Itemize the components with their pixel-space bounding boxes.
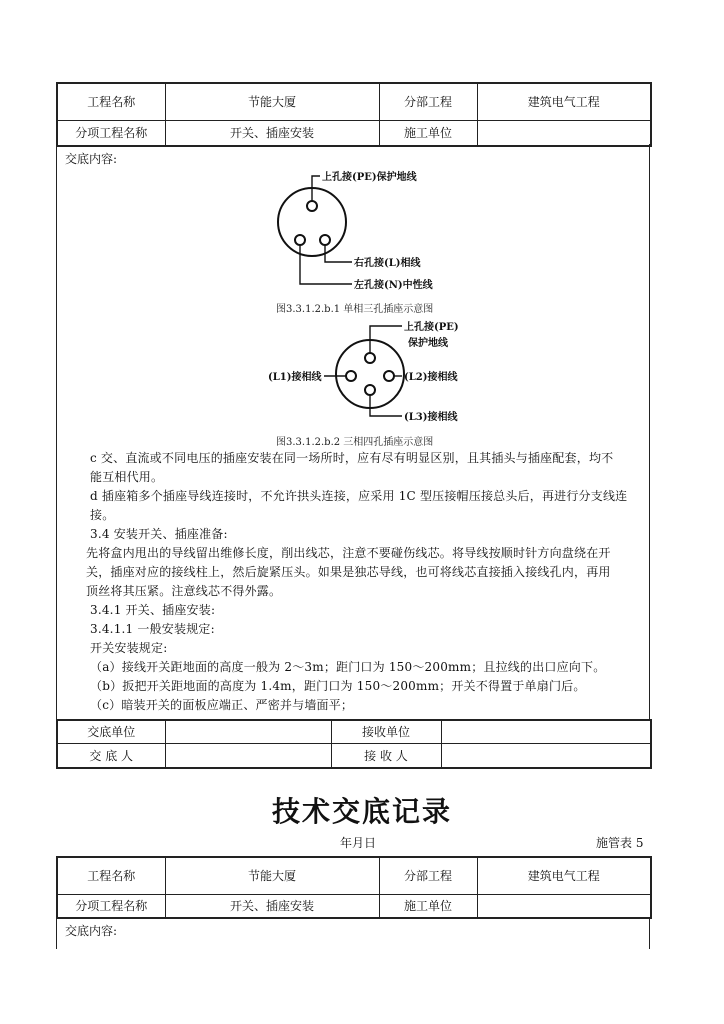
project-name-label: 工程名称 [57,857,165,894]
para-d-line2: 接。 [90,508,115,522]
switch-rules-heading: 开关安装规定: [90,641,168,655]
discloser-label: 交 底 人 [57,743,165,768]
contractor-label: 施工单位 [379,894,477,918]
division-value: 建筑电气工程 [477,857,651,894]
receiver-label: 接 收 人 [331,743,441,768]
header-table-page2 [56,856,652,919]
receive-unit-label: 接收单位 [331,720,441,743]
contractor-value [477,120,651,146]
subitem-value: 开关、插座安装 [165,120,379,146]
contractor-label: 施工单位 [379,120,477,146]
prep-line1: 先将盒内甩出的导线留出维修长度，削出线芯，注意不要碰伤线芯。将导线按顺时针方向盘绕在开 [86,546,611,560]
project-name-label: 工程名称 [57,83,165,120]
l1-label: (L1)接相线 [268,372,322,383]
content-area-page2 [56,919,650,949]
project-name-value: 节能大厦 [165,857,379,894]
receive-unit-value [441,720,651,743]
division-label: 分部工程 [379,857,477,894]
l2-label: (L2)接相线 [404,372,458,383]
section-3-4-1: 3.4.1 开关、插座安装: [90,603,216,617]
prep-line2: 关，插座对应的接线柱上，然后旋紧压头。如果是独芯导线，也可将线芯直接插入接线孔内，再用 [86,565,611,579]
diagram1-caption: 图3.3.1.2.b.1 单相三孔插座示意图 [276,304,434,315]
pe-label: 上孔接(PE)保护地线 [322,172,417,183]
disclose-unit-value [165,720,331,743]
three-phase-socket-diagram [262,318,512,428]
pe-label-3phase: 上孔接(PE) [404,322,459,333]
division-label: 分部工程 [379,83,477,120]
diagram2-caption: 图3.3.1.2.b.2 三相四孔插座示意图 [276,437,434,448]
rule-c: （c）暗装开关的面板应端正、严密并与墙面平； [90,698,354,712]
prep-line3: 顶丝将其压紧。注意线芯不得外露。 [86,584,282,598]
l3-label: (L3)接相线 [404,412,458,423]
para-d-line1: d 插座箱多个插座导线连接时，不允许拱头连接，应采用 1C 型压接帽压接总头后，再进行分支线连 [90,489,628,503]
single-phase-socket-diagram [270,160,500,300]
contractor-value [477,894,651,918]
body-text [86,449,642,715]
pe-label-3phase-2: 保护地线 [408,338,448,349]
subitem-label: 分项工程名称 [57,894,165,918]
disclose-unit-label: 交底单位 [57,720,165,743]
receiver-value [441,743,651,768]
section-3-4-1-1: 3.4.1.1 一般安装规定: [90,622,215,636]
discloser-value [165,743,331,768]
live-label: 右孔接(L)相线 [354,258,421,269]
rule-a: （a）接线开关距地面的高度一般为 2～3m；距门口为 150～200mm；且拉线的出口应向下。 [90,660,606,674]
page-title: 技术交底记录 [271,795,452,828]
para-c-line2: 能互相代用。 [90,470,164,484]
para-c-line1: c 交、直流或不同电压的插座安装在同一场所时，应有尽有明显区别，且其插头与插座配套，均不 [90,451,614,465]
header-table [56,82,652,147]
date-line: 年月日 [340,836,377,850]
subitem-label: 分项工程名称 [57,120,165,146]
section-3-4: 3.4 安装开关、插座准备: [90,527,228,541]
subitem-value: 开关、插座安装 [165,894,379,918]
neutral-label: 左孔接(N)中性线 [354,280,433,291]
division-value: 建筑电气工程 [477,83,651,120]
project-name-value: 节能大厦 [165,83,379,120]
content-label: 交底内容: [65,152,118,166]
footer-table [56,719,652,769]
form-number: 施管表 5 [596,836,644,850]
content-label-page2: 交底内容: [65,924,118,938]
rule-b: （b）扳把开关距地面的高度为 1.4m，距门口为 150～200mm；开关不得置于单扇门后。 [90,679,586,693]
